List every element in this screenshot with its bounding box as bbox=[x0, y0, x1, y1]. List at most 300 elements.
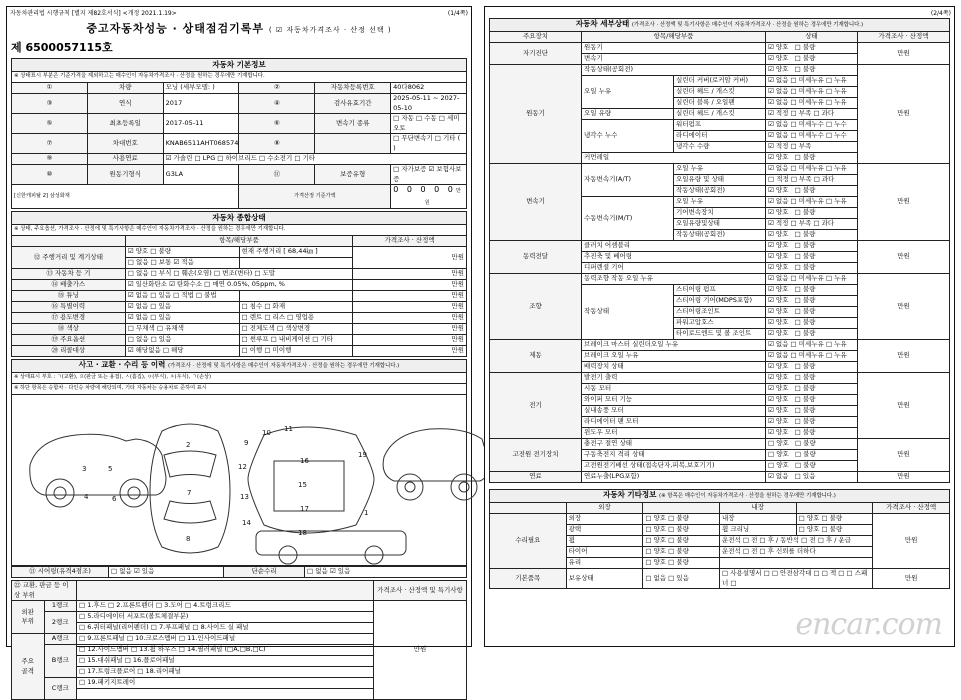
item-state: ☑ 적정 □ 부족 □ 과다 bbox=[766, 219, 858, 230]
row-item-2: 내장 bbox=[719, 514, 796, 525]
table-row bbox=[12, 567, 467, 578]
table-row bbox=[12, 154, 467, 165]
row-value: 모닝 (세부모델: ) bbox=[163, 83, 239, 94]
col-price-header: 가격조사 · 산정액 bbox=[858, 32, 950, 43]
row-marker: ⑨ bbox=[12, 154, 88, 165]
row-marker: ⑦ bbox=[12, 134, 88, 154]
row-value: KNAB6511AHT068574 bbox=[163, 134, 239, 154]
row-state: □ 양호 □ 불량 bbox=[643, 525, 720, 536]
row-marker: ⑩ bbox=[12, 165, 88, 185]
simple-repair-label: 단순수리 bbox=[224, 567, 305, 578]
row-item: 보유상태 bbox=[566, 569, 643, 589]
rankB-label: B랭크 bbox=[44, 645, 77, 678]
left-title-text: 중고자동차성능 · 상태점검기록부 bbox=[86, 22, 265, 35]
table-row bbox=[490, 514, 950, 525]
item-state: ☑ 양호 □ 불량 bbox=[766, 395, 858, 406]
general-state-table bbox=[11, 211, 467, 357]
svg-text:5: 5 bbox=[108, 465, 113, 473]
row-marker-2: ⑥ bbox=[239, 114, 315, 134]
table-row bbox=[12, 280, 467, 291]
row-label: 연식 bbox=[87, 94, 163, 114]
accident-note-1: ※ 상태표시 부호 : ㄱ(교환), ㅍ(판금 또는 용접), ㅅ(흠집), ㅇ(부식), ㅊ(우식), ㄱ(손상) bbox=[12, 373, 467, 384]
svg-text:14: 14 bbox=[242, 519, 251, 527]
row-price: 만원 bbox=[353, 269, 467, 280]
parts-row-8: □ 19.패키지트레이 bbox=[77, 678, 374, 689]
row-item: 휠 bbox=[566, 536, 643, 547]
row-state: □ 양호 □ 불량 bbox=[643, 536, 720, 547]
row-value-2: 40다8062 bbox=[391, 83, 467, 94]
item-state: ☑ 양호 □ 불량 bbox=[766, 318, 858, 329]
svg-text:3: 3 bbox=[82, 465, 87, 473]
row-state-2: □ 썬루프 □ 내비게이션 □ 기타 bbox=[239, 335, 353, 346]
group-label-steering: 조향 bbox=[490, 274, 582, 340]
group-price: 만원 bbox=[858, 373, 950, 439]
svg-text:12: 12 bbox=[238, 463, 247, 471]
item-state: ☑ 양호 □ 불량 bbox=[766, 417, 858, 428]
item-state: ☑ 없음 □ 미세누수 □ 누수 bbox=[766, 120, 858, 131]
item-state: ☑ 양호 □ 불량 bbox=[766, 186, 858, 197]
accident-note-2: ※ 하단 항목은 승합차 · 다인승 차량에 해당되며, 기타 자동차는 승용차로 준하여 표시 bbox=[12, 384, 467, 395]
row-price: 만원 bbox=[353, 302, 467, 313]
group-label-transmission: 변속기 bbox=[490, 164, 582, 241]
row-state: □ 양호 □ 불량 bbox=[643, 547, 720, 558]
item-state: ☑ 적정 □ 부족 □ 과다 bbox=[766, 109, 858, 120]
item-label: 발전기 출력 bbox=[582, 373, 766, 384]
row-label-2: 보증유형 bbox=[315, 165, 391, 185]
item-state: ☑ 양호 □ 불량 bbox=[766, 428, 858, 439]
item-sub: 작동상태(공회전) bbox=[674, 186, 766, 197]
item-label: 오일 유량 bbox=[582, 109, 674, 120]
item-state: ☑ 양호 □ 불량 bbox=[766, 65, 858, 76]
item-state: ☑ 양호 □ 불량 bbox=[766, 373, 858, 384]
item-state: ☑ 없음 □ 미세누유 □ 누유 bbox=[766, 351, 858, 362]
svg-text:18: 18 bbox=[298, 529, 307, 537]
detail-state-table bbox=[489, 18, 950, 483]
row-marker-2: ⑧ bbox=[239, 134, 315, 154]
row-state: □ 양호 □ 불량 bbox=[643, 514, 720, 525]
item-state: □ 양호 □ 불량 bbox=[766, 439, 858, 450]
parts-note-header bbox=[77, 581, 374, 601]
item-state: ☑ 양호 □ 불량 bbox=[766, 307, 858, 318]
price-base-digits: 0 0 0 0 0만원 bbox=[391, 185, 467, 209]
row-item: 유리 bbox=[566, 558, 643, 569]
table-row bbox=[490, 164, 950, 175]
parts-row-7: □ 17.트렁크플로어 □ 18.리어패널 bbox=[77, 667, 374, 678]
row-state-2: □ 양호 □ 불량 bbox=[796, 525, 873, 536]
row-label-2: 자동차등록번호 bbox=[315, 83, 391, 94]
item-label: 배력장치 상태 bbox=[582, 362, 766, 373]
svg-text:1: 1 bbox=[364, 509, 369, 517]
item-state: ☑ 양호 □ 불량 bbox=[766, 43, 858, 54]
item-label: 디퍼렌셜 기어 bbox=[582, 263, 766, 274]
rankA-label: A랭크 bbox=[44, 634, 77, 645]
outer-parts-label: 외판 부위 bbox=[12, 601, 45, 634]
table-row bbox=[12, 134, 467, 154]
row-item-2: 운전석 □ 전 □ 후 신뢰를 더하다 bbox=[719, 547, 872, 558]
rank1-label: 1랭크 bbox=[44, 601, 77, 612]
table-row bbox=[12, 291, 467, 302]
right-page-number: (2/4쪽) bbox=[930, 10, 951, 17]
group-label-powertrain: 동력전달 bbox=[490, 241, 582, 274]
basic-info-table bbox=[11, 58, 467, 209]
item-label: 와이퍼 모터 기능 bbox=[582, 395, 766, 406]
group-price: 만원 bbox=[858, 164, 950, 241]
item-label: 시동 모터 bbox=[582, 384, 766, 395]
parts-row-6: □ 15.대쉬패널 □ 16.플로어패널 bbox=[77, 656, 374, 667]
row-marker-2: ④ bbox=[239, 94, 315, 114]
row-state: ☑ 없음 □ 있음 □ 적법 □ 불법 bbox=[125, 291, 239, 302]
guarantee-note: [신한캐피탈 2] 삼성화재 bbox=[12, 185, 239, 209]
item-state: ☑ 없음 □ 미세누수 □ 누수 bbox=[766, 131, 858, 142]
row-state: ☑ 해당없음 □ 해당 bbox=[125, 346, 239, 357]
item-label: 수동변속기(M/T) bbox=[582, 197, 674, 241]
parts-row-1: □ 1.후드 □ 2.프론트펜더 □ 3.도어 □ 4.트렁크리드 bbox=[77, 601, 374, 612]
row-label: 사용연료 bbox=[87, 154, 163, 165]
item-state: ☑ 양호 □ 불량 bbox=[766, 153, 858, 164]
col-state-header: 상태 bbox=[766, 32, 858, 43]
row-item: 타이어 bbox=[566, 547, 643, 558]
row-price: 만원 bbox=[353, 346, 467, 357]
col-note-header: 가격조사 · 산정액 bbox=[353, 236, 467, 247]
row-label-2: 검사유효기간 bbox=[315, 94, 391, 114]
item-state: ☑ 양호 □ 불량 bbox=[766, 252, 858, 263]
item-state: ☑ 양호 □ 불량 bbox=[766, 54, 858, 65]
item-state: ☑ 양호 □ 불량 bbox=[766, 285, 858, 296]
car-damage-diagram bbox=[11, 395, 467, 566]
fuel-options: ☑ 가솔린 □ LPG □ 하이브리드 □ 수소전기 □ 기타 bbox=[163, 154, 466, 165]
item-state: ☑ 양호 □ 불량 bbox=[766, 241, 858, 252]
rank2-label: 2랭크 bbox=[44, 612, 77, 634]
row-state: □ 무채색 □ 유채색 bbox=[125, 324, 239, 335]
item-label: 작동상태(공회전) bbox=[582, 65, 766, 76]
table-row bbox=[490, 373, 950, 384]
parts-price-header: 가격조사 · 산정액 및 특기사항 bbox=[374, 581, 467, 601]
simple-repair-state: □ 없음 ☑ 있음 bbox=[305, 567, 467, 578]
row-value: G3LA bbox=[163, 165, 239, 185]
group-price: 만원 bbox=[858, 340, 950, 373]
item-sub: 오일 누유 bbox=[674, 164, 766, 175]
item-label: 고전원전기배선 상태(접속단자,피복,보호기기) bbox=[582, 461, 766, 472]
row-state: □ 없음 □ 있음 bbox=[643, 569, 720, 589]
item-sub: 오일 누유 bbox=[674, 197, 766, 208]
item-sub: 워터펌프 bbox=[674, 120, 766, 131]
row-state: □ 없음 □ 있음 bbox=[125, 335, 239, 346]
row-label: ⑫ 주행거리 및 계기상태 bbox=[12, 247, 126, 269]
item-sub: 기어변속장치 bbox=[674, 208, 766, 219]
item-sub: 오일유량 및 상태 bbox=[674, 175, 766, 186]
group-price: 만원 bbox=[858, 472, 950, 483]
row-state: □ 없음 □ 보통 ☑ 적음 bbox=[125, 258, 239, 269]
item-label: 브레이크 마스터 실린더오일 누유 bbox=[582, 340, 766, 351]
item-label: 클러치 어셈블리 bbox=[582, 241, 766, 252]
row-state-2 bbox=[239, 258, 353, 269]
svg-text:10: 10 bbox=[262, 429, 271, 437]
row-label: 원동기형식 bbox=[87, 165, 163, 185]
item-sub: 실린더 블록 / 오일팬 bbox=[674, 98, 766, 109]
item-label: 동력조향 작동 오일 누유 bbox=[582, 274, 766, 285]
item-sub: 실린더 커버(로커암 커버) bbox=[674, 76, 766, 87]
svg-text:7: 7 bbox=[187, 489, 192, 497]
steering-repair-table bbox=[11, 566, 467, 578]
row-marker-2: ② bbox=[239, 83, 315, 94]
item-state: ☑ 없음 □ 미세누유 □ 누유 bbox=[766, 76, 858, 87]
row-label: ⑬ 자동차 등 기 bbox=[12, 269, 126, 280]
other-col-outer-state bbox=[643, 503, 720, 514]
row-price: 만원 bbox=[353, 280, 467, 291]
item-state: □ 적정 □ 부족 □ 과다 bbox=[766, 175, 858, 186]
group-label-engine: 원동기 bbox=[490, 65, 582, 164]
document-number: 제 6500057115호 bbox=[11, 41, 113, 54]
svg-text:4: 4 bbox=[84, 493, 89, 501]
row-label: 차대번호 bbox=[87, 134, 163, 154]
other-col-inner: 내장 bbox=[719, 503, 796, 514]
group-price: 만원 bbox=[858, 65, 950, 164]
row-marker: ③ bbox=[12, 94, 88, 114]
table-row bbox=[12, 302, 467, 313]
table-row bbox=[12, 335, 467, 346]
svg-text:2: 2 bbox=[186, 441, 191, 449]
table-row bbox=[490, 569, 950, 589]
row-marker: ① bbox=[12, 83, 88, 94]
other-section-title: 자동차 기타정보 (※ 항목은 매수인이 자동차가격조사 · 산정을 원하는 경우에만 기재합니다.) bbox=[490, 490, 950, 503]
rankC-label: C랭크 bbox=[44, 678, 77, 700]
svg-text:9: 9 bbox=[244, 439, 249, 447]
row-label-2: 변속기 종류 bbox=[315, 114, 391, 134]
row-item-2: □ 사용설명서 □ □ 안전삼각대 □ □ 잭 □ □ 스패너 □ bbox=[719, 569, 872, 589]
table-row bbox=[490, 43, 950, 54]
item-sub: 작동상태(공회전) bbox=[674, 230, 766, 241]
group-price: 만원 bbox=[858, 274, 950, 340]
item-sub: 스티어링조인트 bbox=[674, 307, 766, 318]
table-row bbox=[12, 247, 467, 258]
row-state-2 bbox=[239, 291, 353, 302]
item-state: ☑ 없음 □ 미세누유 □ 누유 bbox=[766, 164, 858, 175]
table-row bbox=[12, 114, 467, 134]
col-state-header: 항목/해당부품 bbox=[125, 236, 353, 247]
right-header-spacer bbox=[488, 9, 490, 16]
item-label: 연료누출(LPG포함) bbox=[582, 472, 766, 483]
steering-label: ㉑ 시어링(유격4점조) bbox=[12, 567, 109, 578]
row-item-2 bbox=[719, 558, 872, 569]
item-label: 추진축 및 베어링 bbox=[582, 252, 766, 263]
row-marker-2: ⑪ bbox=[239, 165, 315, 185]
item-label: 브레이크 오일 누유 bbox=[582, 351, 766, 362]
svg-text:19: 19 bbox=[358, 451, 367, 459]
parts-row-4: □ 9.프론트패널 □ 10.크로스멤버 □ 11.인사이드패널 bbox=[77, 634, 374, 645]
item-sub: 실린더 헤드 / 개스킷 bbox=[674, 87, 766, 98]
table-row bbox=[490, 274, 950, 285]
item-label: 충전구 절연 상태 bbox=[582, 439, 766, 450]
item-state: ☑ 없음 □ 미세누유 □ 누유 bbox=[766, 197, 858, 208]
table-row bbox=[490, 340, 950, 351]
row-label: ⑲ 주요옵션 bbox=[12, 335, 126, 346]
group-price: 만원 bbox=[858, 241, 950, 274]
svg-text:11: 11 bbox=[284, 425, 293, 433]
group-price: 만원 bbox=[858, 439, 950, 472]
table-row bbox=[12, 601, 467, 612]
left-title-sub: ( ☑ 자동차가격조사 · 산정 선택 ) bbox=[268, 26, 392, 34]
other-col-inner-state bbox=[796, 503, 873, 514]
row-label: ⑳ 리콜대상 bbox=[12, 346, 126, 357]
price-unit: 만원 bbox=[424, 188, 464, 206]
right-header bbox=[485, 7, 954, 18]
svg-text:15: 15 bbox=[298, 481, 307, 489]
left-header-law: 자동차관리법 시행규칙 [별지 제82호서식] <개정 2021.1.19> bbox=[10, 10, 177, 17]
row-item: 외장 bbox=[566, 514, 643, 525]
col-item-header bbox=[12, 236, 126, 247]
row-state-2: □ 전체도색 □ 색상변경 bbox=[239, 324, 353, 335]
table-row bbox=[490, 439, 950, 450]
group-label-highvoltage: 고전원 전기장치 bbox=[490, 439, 582, 472]
basic-items-label: 기본품목 bbox=[490, 569, 567, 589]
group-label-self-diagnosis: 자기진단 bbox=[490, 43, 582, 65]
row-price: 만원 bbox=[353, 324, 467, 335]
item-label: 커먼레일 bbox=[582, 153, 766, 164]
item-state: ☑ 없음 □ 미세누유 □ 누유 bbox=[766, 340, 858, 351]
basic-info-section-title: 자동차 기본정보 bbox=[12, 59, 467, 72]
col-item-header: 항목/해당부품 bbox=[582, 32, 766, 43]
group-price: 만원 bbox=[858, 43, 950, 65]
item-sub: 스티어링 펌프 bbox=[674, 285, 766, 296]
table-row bbox=[490, 241, 950, 252]
row-label: ⑯ 특별이력 bbox=[12, 302, 126, 313]
left-header bbox=[7, 7, 471, 18]
table-row bbox=[12, 83, 467, 94]
row-state-2: □ 렌트 □ 리스 □ 영업용 bbox=[239, 313, 353, 324]
row-state: □ 양호 □ 불량 bbox=[643, 558, 720, 569]
main-frame-label: 주요 골격 bbox=[12, 634, 45, 700]
row-value-2: □ 무단변속기 □ 기타 ( ) bbox=[391, 134, 467, 154]
row-value: 2017-05-11 bbox=[163, 114, 239, 134]
item-sub: 스티어링 기어(MDPS포함) bbox=[674, 296, 766, 307]
item-label: 구동축전지 격리 상태 bbox=[582, 450, 766, 461]
row-item-2: 운전석 □ 전 □ 후 / 동반석 □ 전 □ 후 / 운급 bbox=[719, 536, 872, 547]
row-price: 만원 bbox=[353, 335, 467, 346]
row-marker: ⑤ bbox=[12, 114, 88, 134]
row-state-2: □ 이행 □ 미이행 bbox=[239, 346, 353, 357]
item-state: ☑ 양호 □ 불량 bbox=[766, 263, 858, 274]
item-sub: 라디에이터 bbox=[674, 131, 766, 142]
row-value-2: 2025-05-11 ~ 2027-05-10 bbox=[391, 94, 467, 114]
table-row bbox=[12, 94, 467, 114]
table-row bbox=[12, 313, 467, 324]
item-state: ☑ 양호 □ 불량 bbox=[766, 362, 858, 373]
item-state: ☑ 없음 □ 미세누유 □ 누유 bbox=[766, 87, 858, 98]
row-price: 만원 bbox=[353, 291, 467, 302]
left-sheet bbox=[6, 6, 472, 692]
table-row bbox=[490, 65, 950, 76]
table-row bbox=[490, 472, 950, 483]
parts-row-3: □ 6.쿼터패널(리어펜더) □ 7.루프패널 □ 8.사이드 실 패널 bbox=[77, 623, 374, 634]
row-price: 만원 bbox=[873, 514, 950, 569]
item-label: 라디에이터 팬 모터 bbox=[582, 417, 766, 428]
row-label: ⑮ 튜닝 bbox=[12, 291, 126, 302]
item-label: 작동상태 bbox=[582, 285, 674, 340]
svg-text:6: 6 bbox=[112, 495, 117, 503]
price-base-label: 가격산정 기준가액 bbox=[239, 185, 391, 209]
item-label: 윈도우 모터 bbox=[582, 428, 766, 439]
parts-row-5: □ 12.사이드멤버 □ 13.휠 하우스 □ 14.필러패널 (□A,□B,□C) bbox=[77, 645, 374, 656]
item-state: ☑ 양호 □ 불량 bbox=[766, 406, 858, 417]
item-state: □ 양호 □ 불량 bbox=[766, 450, 858, 461]
general-section-note: ※ 상태, 주요옵션, 가격조사 · 산정에 및 특기사항은 매수인이 자동차가격조사 · 산정을 원하는 경우에만 기재합니다. bbox=[12, 225, 467, 236]
item-state: ☑ 양호 □ 불량 bbox=[766, 296, 858, 307]
row-state-2: □ 양호 □ 불량 bbox=[796, 514, 873, 525]
parts-section-title: ㉒ 교환, 판금 등 이상 부위 bbox=[12, 581, 77, 601]
row-item: 광택 bbox=[566, 525, 643, 536]
other-info-table bbox=[489, 489, 950, 589]
row-label: ⑭ 배출가스 bbox=[12, 280, 126, 291]
item-state: ☑ 없음 □ 있음 bbox=[766, 472, 858, 483]
accident-section-title: 사고 · 교환 · 수리 등 이력 (가격조사 · 산정에 및 특기사항은 매수인이 자동차가격조사 · 산정을 원하는 경우에만 기재합니다.) bbox=[12, 360, 467, 373]
other-col-price: 가격조사 · 산정액 bbox=[873, 503, 950, 514]
row-label: 최초등록일 bbox=[87, 114, 163, 134]
item-state: ☑ 양호 □ 불량 bbox=[766, 384, 858, 395]
warranty-value: □ 자가보증 ☑ 보험사보증 bbox=[391, 165, 467, 185]
parts-table bbox=[11, 580, 467, 700]
item-label: 원동기 bbox=[582, 43, 766, 54]
table-row bbox=[12, 269, 467, 280]
detail-section-title: 자동차 세부상태 (가격조사 · 산정액 및 특기사항은 매수인이 자동차가격조사 · 산정을 원하는 경우에만 기재합니다.) bbox=[490, 19, 950, 32]
steering-state: □ 없음 ☑ 있음 bbox=[109, 567, 224, 578]
row-label: ⑱ 색상 bbox=[12, 324, 126, 335]
row-state-2: 현재 주행거리 [ 68,44㎞ ] bbox=[239, 247, 353, 258]
item-state: ☑ 양호 □ 불량 bbox=[766, 208, 858, 219]
item-label: 실내송풍 모터 bbox=[582, 406, 766, 417]
item-label: 오일 누유 bbox=[582, 76, 674, 109]
item-label: 자동변속기(A/T) bbox=[582, 164, 674, 197]
svg-text:13: 13 bbox=[240, 493, 249, 501]
right-sheet bbox=[484, 6, 955, 647]
parts-row-2: □ 5.라디에이터 서포트(볼트체결부분) bbox=[77, 612, 374, 623]
left-title bbox=[7, 18, 471, 37]
table-row bbox=[12, 346, 467, 357]
svg-text:8: 8 bbox=[186, 535, 191, 543]
row-label-2 bbox=[315, 134, 391, 154]
svg-text:17: 17 bbox=[300, 505, 309, 513]
item-state: ☑ 없음 □ 미세누유 □ 누유 bbox=[766, 98, 858, 109]
other-col-outer: 외장 bbox=[566, 503, 643, 514]
other-col-blank bbox=[490, 503, 567, 514]
row-price: 만원 bbox=[353, 313, 467, 324]
item-sub: 파워고압호스 bbox=[674, 318, 766, 329]
item-state: □ 양호 □ 불량 bbox=[766, 461, 858, 472]
group-label-brake: 제동 bbox=[490, 340, 582, 373]
repair-needed-label: 수리필요 bbox=[490, 514, 567, 569]
row-state: ☑ 없음 □ 있음 bbox=[125, 313, 239, 324]
row-value: 2017 bbox=[163, 94, 239, 114]
item-sub: 오일유량및상태 bbox=[674, 219, 766, 230]
basic-info-note: ※ 상태표시 부분은 기준가격을 제외하고는 매수인이 자동차가격조사 · 산정을 원하는 경우에만 기재합니다. bbox=[12, 72, 467, 83]
row-state: ☑ 없음 □ 있음 bbox=[125, 302, 239, 313]
group-label-fuel: 연료 bbox=[490, 472, 582, 483]
parts-price-cell: 만원 bbox=[374, 601, 467, 700]
item-sub: 실린더 헤드 / 개스킷 bbox=[674, 109, 766, 120]
row-item-2: 휠 크리닝 bbox=[719, 525, 796, 536]
svg-text:16: 16 bbox=[300, 457, 309, 465]
item-label: 변속기 bbox=[582, 54, 766, 65]
row-price: 만원 bbox=[353, 247, 467, 269]
group-label-electric: 전기 bbox=[490, 373, 582, 439]
row-state-2: □ 침수 □ 화재 bbox=[239, 302, 353, 313]
item-state: ☑ 적정 □ 부족 bbox=[766, 142, 858, 153]
left-page-number: (1/4쪽) bbox=[447, 10, 468, 17]
table-row bbox=[12, 165, 467, 185]
table-row bbox=[12, 185, 467, 209]
row-price: 만원 bbox=[873, 569, 950, 589]
watermark: encar.com bbox=[795, 607, 942, 642]
general-section-title: 자동차 종합상태 bbox=[12, 212, 467, 225]
